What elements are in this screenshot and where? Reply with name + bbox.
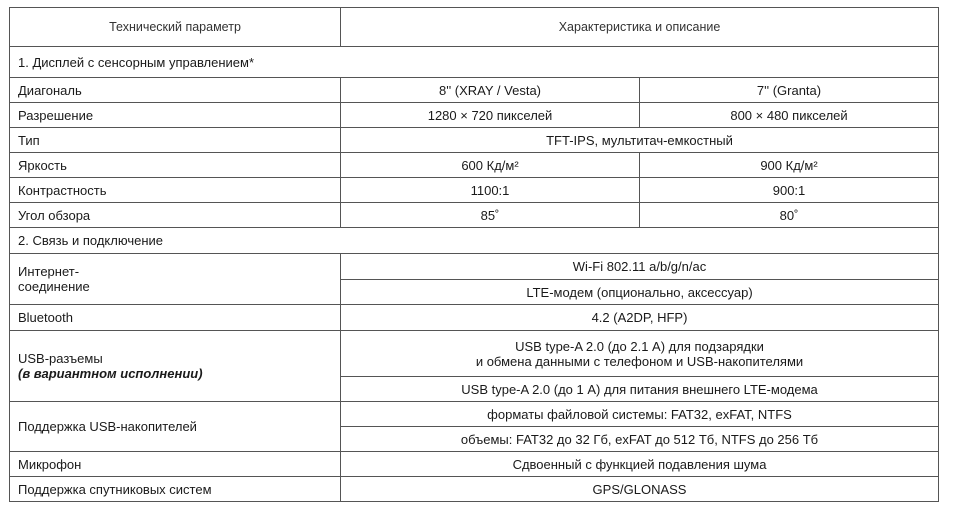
row-label-type: Тип [10, 128, 341, 153]
table-row [10, 477, 939, 502]
row-value-resolution-1: 1280 × 720 пикселей [341, 103, 640, 128]
table-row [10, 452, 939, 477]
row-label-contrast: Контрастность [10, 178, 341, 203]
table-row [10, 103, 939, 128]
table-row [10, 305, 939, 331]
row-label-internet-line2: соединение [18, 279, 90, 294]
row-value-gnss: GPS/GLONASS [341, 477, 939, 502]
row-label-usb [10, 331, 341, 402]
table-row [10, 331, 939, 377]
row-value-diagonal-1: 8'' (XRAY / Vesta) [341, 78, 640, 103]
row-label-bluetooth: Bluetooth [10, 305, 341, 331]
row-value-wifi: Wi-Fi 802.11 a/b/g/n/ac [341, 254, 939, 280]
row-label-angle: Угол обзора [10, 203, 341, 228]
table-row [10, 128, 939, 153]
header-param: Технический параметр [10, 8, 341, 47]
table-row [10, 153, 939, 178]
row-value-microphone: Сдвоенный с функцией подавления шума [341, 452, 939, 477]
row-value-usb-storage-2: объемы: FAT32 до 32 Гб, exFAT до 512 Тб, NTFS до 256 Тб [341, 427, 939, 452]
section-row-connectivity [10, 228, 939, 254]
row-value-contrast-1: 1100:1 [341, 178, 640, 203]
row-value-usb-1-line1: USB type-A 2.0 (до 2.1 А) для подзарядки [515, 338, 764, 354]
row-label-resolution: Разрешение [10, 103, 341, 128]
row-label-internet [10, 254, 341, 305]
table-header-row [10, 8, 939, 47]
row-value-usb-1-line2: и обмена данными с телефоном и USB-накопителями [475, 353, 804, 369]
row-value-usb-1 [341, 331, 939, 377]
table-row [10, 78, 939, 103]
row-label-brightness: Яркость [10, 153, 341, 178]
row-value-contrast-2: 900:1 [640, 178, 939, 203]
row-value-usb-storage-1: форматы файловой системы: FAT32, exFAT, NTFS [341, 402, 939, 427]
row-value-type: TFT-IPS, мультитач-емкостный [341, 128, 939, 153]
row-value-angle-2: 80˚ [640, 203, 939, 228]
row-value-brightness-2: 900 Кд/м² [640, 153, 939, 178]
row-label-internet-line1: Интернет- [18, 264, 80, 279]
row-label-usb-note: (в вариантном исполнении) [18, 366, 203, 381]
header-description: Характеристика и описание [341, 8, 939, 47]
row-value-usb-2: USB type-A 2.0 (до 1 А) для питания внешнего LTE-модема [341, 377, 939, 402]
section-title-display: 1. Дисплей с сенсорным управлением* [10, 47, 939, 78]
section-title-connectivity: 2. Связь и подключение [10, 228, 939, 254]
row-value-brightness-1: 600 Кд/м² [341, 153, 640, 178]
row-label-gnss: Поддержка спутниковых систем [10, 477, 341, 502]
row-value-angle-1: 85˚ [341, 203, 640, 228]
table-row [10, 203, 939, 228]
row-value-lte: LTE-модем (опционально, аксессуар) [341, 280, 939, 305]
spec-table [9, 7, 939, 502]
row-value-diagonal-2: 7'' (Granta) [640, 78, 939, 103]
row-label-diagonal: Диагональ [10, 78, 341, 103]
row-label-usb-storage: Поддержка USB-накопителей [10, 402, 341, 452]
table-row [10, 254, 939, 280]
row-value-bluetooth: 4.2 (A2DP, HFP) [341, 305, 939, 331]
row-label-microphone: Микрофон [10, 452, 341, 477]
section-row-display [10, 47, 939, 78]
table-row [10, 178, 939, 203]
table-row [10, 402, 939, 427]
row-label-usb-main: USB-разъемы [18, 351, 103, 366]
row-value-resolution-2: 800 × 480 пикселей [640, 103, 939, 128]
